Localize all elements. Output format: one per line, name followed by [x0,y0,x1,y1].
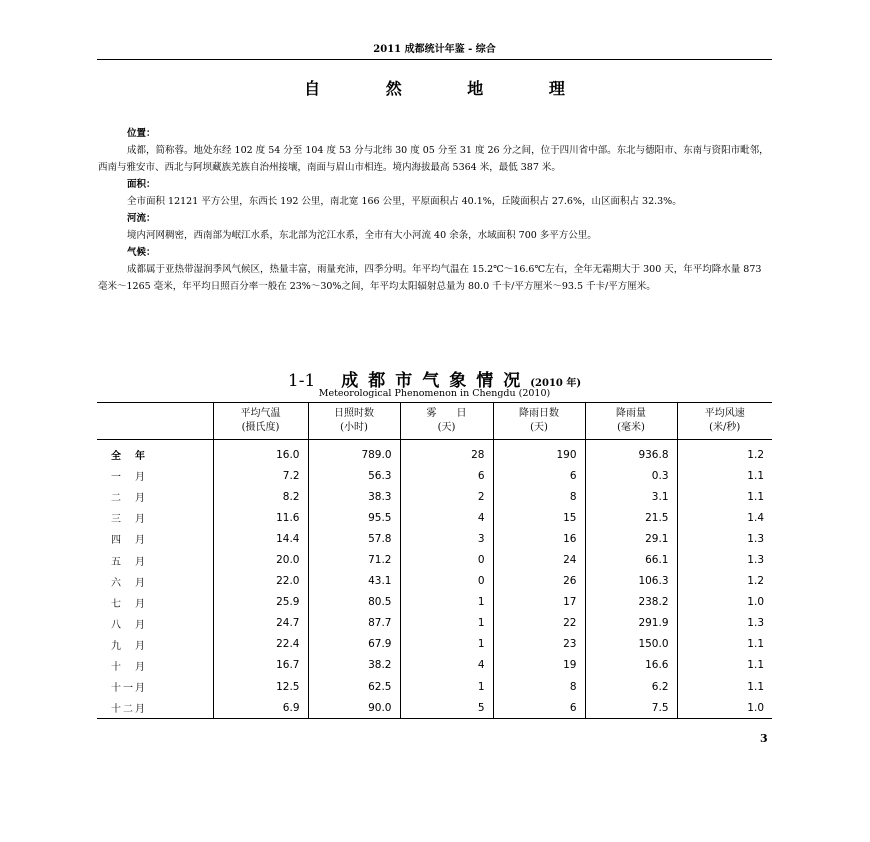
table-cell: 1 [400,676,493,697]
table-cell: 1.1 [677,465,772,486]
table-number: 1-1 [287,371,316,391]
table-cell: 24.7 [213,613,308,634]
location-heading: 位置： [127,128,156,139]
header-fog-days: 雾 日 (天) [400,403,493,440]
table-cell: 1.0 [677,592,772,613]
table-cell: 5 [400,697,493,719]
table-cell: 3 [400,528,493,549]
running-header: 2011 成都统计年鉴 - 综合 [97,40,772,60]
row-label: 八 月 [111,619,147,631]
header-blank [97,403,213,440]
table-cell: 28 [400,440,493,466]
location-text: 成都，简称蓉。地处东经 102 度 54 分至 104 度 53 分与北纬 30 度 05 分至 31 度 26 分之间，位于四川省中部。东北与德阳市、东南与资阳市毗邻，西南与雅安市、西北与阿坝藏族羌族自治州接壤，南面与眉山市相连。境内海拔最高 5364 米，最低 387 米。 [98,145,769,173]
table-cell: 17 [493,592,585,613]
table-cell: 11.6 [213,507,308,528]
row-label: 五 月 [111,556,147,568]
table-cell: 1.3 [677,549,772,570]
table-cell: 1.1 [677,634,772,655]
table-cell: 16.7 [213,655,308,676]
table-row [97,549,772,570]
table-cell: 789.0 [308,440,400,466]
area-text: 全市面积 12121 平方公里，东西长 192 公里，南北宽 166 公里，平原面积占 40.1%，丘陵面积占 27.6%，山区面积占 32.3%。 [127,196,682,207]
row-label: 十二月 [97,697,213,719]
table-cell: 29.1 [585,528,677,549]
row-label: 六 月 [111,577,147,589]
table-cell: 1 [400,613,493,634]
table-year: (2010 年) [530,378,582,389]
table-cell: 22.4 [213,634,308,655]
area-heading: 面积： [127,179,156,190]
section-title: 自 然 地 理 [304,79,595,98]
table-caption [97,366,772,399]
table-cell: 1 [400,592,493,613]
table-cell: 38.3 [308,486,400,507]
row-label: 三 月 [111,514,147,526]
rivers-text: 境内河网稠密，西南部为岷江水系，东北部为沱江水系，全市有大小河流 40 余条，水域面积 700 多平方公里。 [127,230,597,241]
table-cell: 8 [493,486,585,507]
table-cell: 16.0 [213,440,308,466]
table-cell: 1.3 [677,613,772,634]
row-label: 十 月 [111,661,147,673]
table-cell: 15 [493,507,585,528]
table-cell: 1.1 [677,486,772,507]
table-cell: 238.2 [585,592,677,613]
table-cell: 90.0 [308,697,400,719]
table-cell: 1.3 [677,528,772,549]
table-cell: 1.0 [677,697,772,719]
table-cell: 95.5 [308,507,400,528]
table-cell: 26 [493,571,585,592]
table-cell: 1 [400,634,493,655]
row-label: 全年 [111,451,159,463]
table-cell: 38.2 [308,655,400,676]
table-cell: 106.3 [585,571,677,592]
row-label: 七 月 [111,598,147,610]
table-cell: 291.9 [585,613,677,634]
table-row [97,440,772,466]
table-row [97,613,772,634]
table-cell: 24 [493,549,585,570]
table-row [97,655,772,676]
intro-text [98,125,772,295]
table-row [97,676,772,697]
table-cell: 4 [400,507,493,528]
row-label: 十一月 [111,683,147,695]
table-cell: 936.8 [585,440,677,466]
table-cell: 6.9 [213,697,308,719]
row-label: 一 月 [111,472,147,484]
table-cell: 6.2 [585,676,677,697]
table-cell: 19 [493,655,585,676]
table-cell: 6 [400,465,493,486]
table-row [97,507,772,528]
climate-heading: 气候： [127,247,156,258]
climate-text: 成都属于亚热带湿润季风气候区，热量丰富，雨量充沛，四季分明。年平均气温在 15.2℃～16.6℃左右，全年无霜期大于 300 天，年平均降水量 873 毫米～1265 毫米，年平均日照百分率一般在 23%～30%之间，年平均太阳辐射总量为 80.0 千卡/平方厘米～93.5 千卡/平方厘米。 [98,264,762,292]
table-title: 成都市气象情况 [341,371,531,391]
table-cell: 12.5 [213,676,308,697]
page-number: 3 [760,732,768,745]
table-cell: 7.2 [213,465,308,486]
row-label: 二 月 [111,493,147,505]
table-cell: 20.0 [213,549,308,570]
table-header-row [97,403,772,440]
rivers-heading: 河流： [127,213,156,224]
table-cell: 1.2 [677,571,772,592]
table-cell: 22 [493,613,585,634]
table-cell: 8.2 [213,486,308,507]
header-rainfall: 降雨量 (毫米) [585,403,677,440]
table-row [97,571,772,592]
table-row [97,486,772,507]
table-row [97,697,772,719]
table-cell: 4 [400,655,493,676]
table-cell: 16.6 [585,655,677,676]
row-label: 九 月 [111,640,147,652]
table-cell: 57.8 [308,528,400,549]
table-cell: 1.1 [677,676,772,697]
table-cell: 0 [400,549,493,570]
table-cell: 6 [493,697,585,719]
table-cell: 43.1 [308,571,400,592]
table-cell: 21.5 [585,507,677,528]
table-cell: 1.2 [677,440,772,466]
table-row [97,634,772,655]
table-cell: 71.2 [308,549,400,570]
table-cell: 56.3 [308,465,400,486]
table-cell: 80.5 [308,592,400,613]
table-cell: 16 [493,528,585,549]
table-cell: 67.9 [308,634,400,655]
header-wind-speed: 平均风速 (米/秒) [677,403,772,440]
table-cell: 66.1 [585,549,677,570]
table-cell: 7.5 [585,697,677,719]
header-sunshine-hours: 日照时数 (小时) [308,403,400,440]
table-cell: 22.0 [213,571,308,592]
table-cell: 6 [493,465,585,486]
table-cell: 14.4 [213,528,308,549]
table-cell: 25.9 [213,592,308,613]
weather-table [97,402,772,719]
table-cell: 62.5 [308,676,400,697]
table-cell: 87.7 [308,613,400,634]
table-row [97,528,772,549]
table-cell: 8 [493,676,585,697]
table-cell: 150.0 [585,634,677,655]
table-cell: 23 [493,634,585,655]
row-label: 四 月 [111,535,147,547]
table-cell: 0 [400,571,493,592]
table-cell: 1.1 [677,655,772,676]
header-avg-temp: 平均气温 (摄氏度) [213,403,308,440]
table-row [97,592,772,613]
table-cell: 1.4 [677,507,772,528]
table-cell: 190 [493,440,585,466]
table-cell: 2 [400,486,493,507]
table-row [97,465,772,486]
table-cell: 3.1 [585,486,677,507]
header-rain-days: 降雨日数 (天) [493,403,585,440]
table-title-en: Meteorological Phenomenon in Chengdu (2010) [318,388,551,399]
table-cell: 0.3 [585,465,677,486]
